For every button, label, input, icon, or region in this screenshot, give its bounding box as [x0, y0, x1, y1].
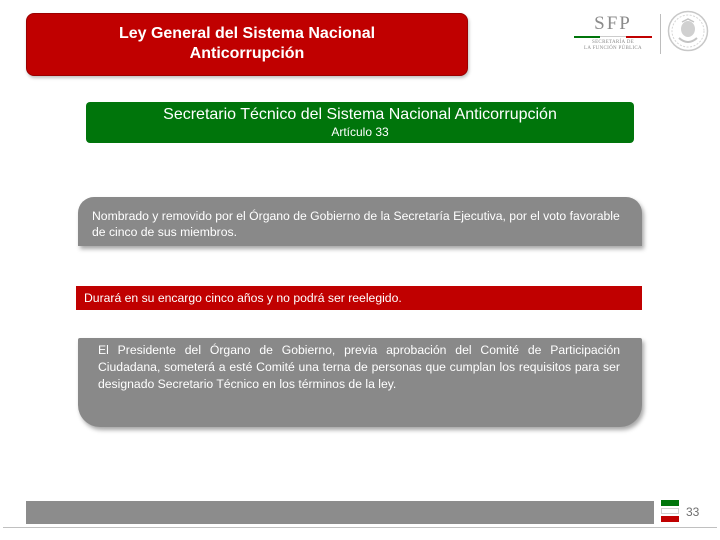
mexico-flag-icon: [661, 500, 679, 525]
sfp-logo-bar: [574, 36, 652, 38]
header-divider: [660, 14, 661, 54]
article-reference: Artículo 33: [331, 125, 389, 139]
title-banner: [26, 13, 468, 76]
section-title: Secretario Técnico del Sistema Nacional Anticorrupción: [163, 106, 557, 123]
sfp-logo: [570, 14, 656, 56]
sfp-logo-subtitle-2: LA FUNCIÓN PÚBLICA: [584, 46, 642, 51]
page-number: 33: [686, 505, 700, 519]
point-term: Durará en su encargo cinco años y no podrá ser reelegido.: [76, 286, 642, 310]
footer-line: [3, 527, 717, 528]
sfp-logo-text: SFP: [594, 13, 632, 34]
mexico-coat-of-arms-seal-icon: [667, 10, 709, 52]
title-line-1: Ley General del Sistema Nacional: [118, 25, 376, 42]
section-header: [86, 102, 634, 143]
footer-bar: [26, 501, 654, 524]
title-line-2: Anticorrupción: [189, 45, 305, 62]
sfp-logo-subtitle-1: SECRETARÍA DE: [592, 40, 634, 45]
point-appointment: Nombrado y removido por el Órgano de Gobierno de la Secretaría Ejecutiva, por el voto favorable de cinco de sus miembros.: [78, 197, 642, 246]
point-nomination: El Presidente del Órgano de Gobierno, previa aprobación del Comité de Participación Ciudadana, someterá a esté Comité una terna de personas que cumplan los requisitos para ser designado Secretario Técnico en los términos de la ley.: [78, 338, 642, 427]
